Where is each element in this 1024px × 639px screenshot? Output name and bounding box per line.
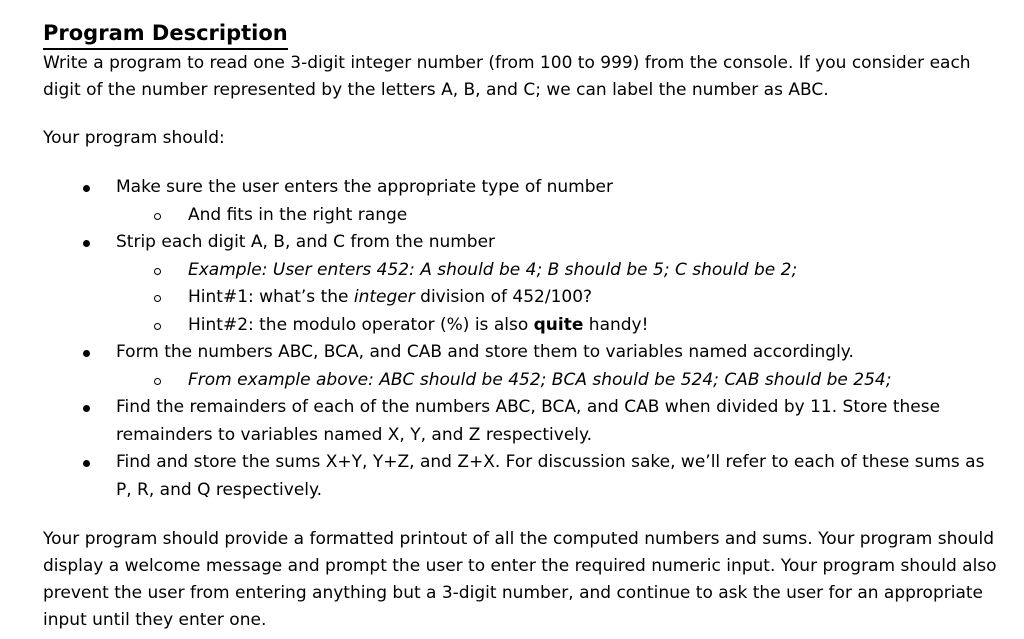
hint-2-text [115,312,1003,340]
list-item-text: Make sure the user enters the appropriate type of number [116,177,613,197]
hint-1-emphasis: integer [353,287,415,307]
list-item-text: Strip each digit A, B, and C from the number [116,232,496,252]
bullet-icon [83,240,90,247]
circle-bullet-icon [154,378,161,385]
circle-bullet-icon [154,213,161,220]
bullet-icon [83,185,90,192]
hint-1-pre: Hint#1: what’s the [188,287,354,307]
page-title: Program Description [43,18,288,50]
closing-paragraph: Your program should provide a formatted printout of all the computed numbers and sums. Your program should display a welcome message and prompt the user to enter the required numeric input. Your program should also prevent the user from entering anything but a 3-digit number, and continue to ask the user for an appropriate input until they enter one. [43,529,997,630]
requirements-list [43,174,1003,504]
list-item [43,339,1003,394]
hint-1-post: division of 452/100? [414,287,593,307]
sub-list [116,202,1003,230]
list-item-text: Find the remainders of each of the numbers ABC, BCA, and CAB when divided by 11. Store these remainders to variables named X, Y, and Z respectively. [116,397,941,445]
list-item [43,394,1003,449]
list-item-text: Form the numbers ABC, BCA, and CAB and store them to variables named accordingly. [116,342,854,362]
hint-2-post: handy! [583,314,649,335]
hint-2-strong: quite [533,314,584,335]
circle-bullet-icon [154,268,161,275]
sub-list-item [43,312,1003,340]
hint-1-text [115,284,1003,312]
list-item [43,229,1003,339]
list-item [43,449,1003,504]
list-item-text: Find and store the sums X+Y, Y+Z, and Z+X. For discussion sake, we’ll refer to each of these sums as P, R, and Q respectively. [116,452,985,500]
sub-list-item [43,367,1003,395]
example-text: Example: User enters 452: A should be 4; B should be 5; C should be 2; [188,259,798,280]
list-item [43,174,1003,229]
circle-bullet-icon [154,295,161,302]
circle-bullet-icon [154,323,161,330]
sub-list [116,367,1003,395]
bullet-icon [83,405,90,412]
sub-list-item-text: And fits in the right range [188,204,408,225]
sub-list [116,257,1003,340]
sub-list-item [43,257,1003,285]
intro-paragraph: Write a program to read one 3-digit integer number (from 100 to 999) from the console. If you consider each digit of the number represented by the letters A, B, and C; we can label the number as ABC. [43,53,971,100]
sub-list-item [43,284,1003,312]
example-text: From example above: ABC should be 452; BCA should be 524; CAB should be 254; [188,369,892,390]
sub-list-item [43,202,1003,230]
hint-2-pre: Hint#2: the modulo operator (%) is also [188,314,534,335]
requirements-heading: Your program should: [43,128,225,148]
bullet-icon [83,350,90,357]
bullet-icon [83,460,90,467]
document [43,18,1003,634]
